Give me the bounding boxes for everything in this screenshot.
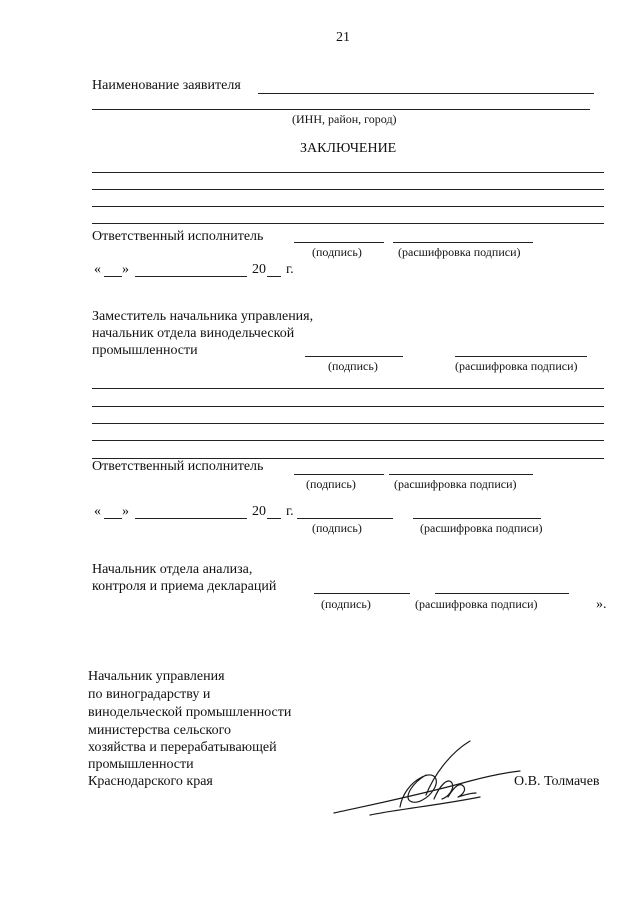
date-open-quote-2: «: [94, 504, 101, 519]
date-close-quote-2: »: [122, 504, 129, 519]
notes-line-3: [92, 423, 604, 424]
signature-decoding-caption-2: (расшифровка подписи): [455, 359, 578, 373]
date-year-line-2: [267, 518, 281, 519]
date-day-line-2: [104, 518, 122, 519]
department-head-line-4: министерства сельского: [88, 723, 232, 738]
deputy-head-line-1: Заместитель начальника управления,: [92, 309, 314, 324]
signature-caption-2: (подпись): [328, 359, 378, 373]
signature-line-3: [294, 474, 384, 475]
applicant-hint: (ИНН, район, город): [292, 112, 397, 126]
date-year-line-1: [267, 276, 281, 277]
signature-caption-1: (подпись): [312, 245, 362, 259]
department-head-line-6: промышленности: [88, 757, 194, 772]
notes-line-1: [92, 388, 604, 389]
signature-decoding-caption-3: (расшифровка подписи): [394, 477, 517, 491]
responsible-label-2: Ответственный исполнитель: [92, 459, 264, 474]
conclusion-title: ЗАКЛЮЧЕНИЕ: [300, 141, 397, 156]
applicant-label: Наименование заявителя: [92, 78, 241, 93]
date-year-prefix-1: 20: [252, 262, 266, 277]
date-year-prefix-2: 20: [252, 504, 266, 519]
signature-caption-4: (подпись): [312, 521, 362, 535]
signature-line-4: [297, 518, 393, 519]
signature-decoding-caption-1: (расшифровка подписи): [398, 245, 521, 259]
conclusion-line-2: [92, 189, 604, 190]
signature-decoding-line-4: [413, 518, 541, 519]
date-day-line-1: [104, 276, 122, 277]
date-open-quote-1: «: [94, 262, 101, 277]
analysis-head-line-2: контроля и приема деклараций: [92, 579, 277, 594]
department-head-line-3: винодельческой промышленности: [88, 705, 292, 720]
date-close-quote-1: »: [122, 262, 129, 277]
date-month-line-2: [135, 518, 247, 519]
signature-decoding-caption-5: (расшифровка подписи): [415, 597, 538, 611]
department-head-line-7: Краснодарского края: [88, 774, 213, 789]
signature-decoding-caption-4: (расшифровка подписи): [420, 521, 543, 535]
signatory-name: О.В. Толмачев: [514, 774, 600, 789]
department-head-line-2: по виноградарству и: [88, 687, 211, 702]
signature-decoding-line-3: [389, 474, 533, 475]
conclusion-line-3: [92, 206, 604, 207]
signature-line-2: [305, 356, 403, 357]
notes-line-4: [92, 440, 604, 441]
closing-quote: ».: [596, 597, 607, 612]
applicant-name-line: [258, 93, 594, 94]
notes-line-2: [92, 406, 604, 407]
signature-decoding-line-2: [455, 356, 587, 357]
deputy-head-line-3: промышленности: [92, 343, 198, 358]
date-month-line-1: [135, 276, 247, 277]
applicant-name-line-2: [92, 109, 590, 110]
analysis-head-line-1: Начальник отдела анализа,: [92, 562, 253, 577]
conclusion-line-4: [92, 223, 604, 224]
signature-decoding-line-5: [435, 593, 569, 594]
responsible-label-1: Ответственный исполнитель: [92, 229, 264, 244]
signature-line-1: [294, 242, 384, 243]
signature-caption-5: (подпись): [321, 597, 371, 611]
date-year-suffix-2: г.: [286, 504, 294, 519]
deputy-head-line-2: начальник отдела винодельческой: [92, 326, 295, 341]
signature-line-5: [314, 593, 410, 594]
conclusion-line-1: [92, 172, 604, 173]
page-number: 21: [336, 30, 350, 45]
department-head-line-5: хозяйства и перерабатывающей: [88, 740, 277, 755]
signature-decoding-line-1: [393, 242, 533, 243]
handwritten-signature: [330, 735, 530, 825]
signature-caption-3: (подпись): [306, 477, 356, 491]
department-head-line-1: Начальник управления: [88, 669, 225, 684]
date-year-suffix-1: г.: [286, 262, 294, 277]
